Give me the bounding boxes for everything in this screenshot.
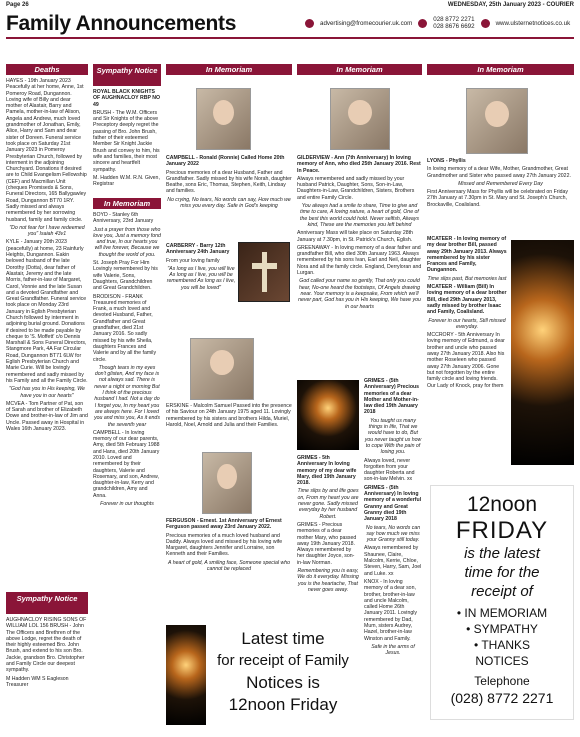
web-icon — [481, 19, 490, 28]
section-im-2: In Memoriam — [297, 64, 422, 75]
notice-gilderview-verse: You always had a smile to share, Time to give and time to care, A loving nature, a heart of gold, One of the best this world could hold. Never selfish, Always kind, These are the memories you left behind — [300, 203, 419, 228]
notice-brodison-verse: Though tears in my eyes don't glisten, And my face is not always sad. There is never a night or morning But I think of the precious husband I had. Not a day do I forget you, In my heart you are always here. For I loved you and miss you, As it ends the seventh year — [94, 364, 160, 428]
notice-boyd-end: St. Joseph Pray For Him Lovingly remembered by his wife Valerie, Sons, Daughters, Grandchildren and Great Grandchildren. — [93, 260, 158, 292]
notice-mccrory: MCCRORY - 5th Anniversary In loving memory of Edmund, a dear brother and uncle who passed away 27th January 2018. Also his mother Roseleen who passed away 27th January 2006. Gone but not forgotten by the entire family circle and loving friends. Our Lady of Knock, pray for them — [427, 332, 505, 389]
contact-strip — [305, 16, 570, 30]
candle-image-2 — [511, 240, 574, 465]
candle-image-1 — [297, 380, 359, 450]
photo-ferguson — [202, 452, 252, 514]
notice-gilderview: GILDERVIEW - Ann (7th Anniversary) In loving memory of Ann, who died 25th January 2016. Rest In Peace. — [297, 155, 421, 174]
notice-grimes-4-verse: No tears, No words can say how much we miss your Granny still today. — [365, 524, 421, 544]
notice-erskine: ERSKINE - Malcolm Samuel Passed into the presence of his Saviour on 24th January 1975 aged 11. Lovingly remembered by his sisters and brothers Hilda, Muriel, Harold, Noel, Arnold and Julia and their Families. — [166, 403, 292, 428]
notice-grimes-4: GRIMES - (5th Anniversary) In loving memory of a wonderful Granny and Great Granny died 19th January 2018 — [364, 484, 422, 523]
notice-campbell-r: CAMPBELL - Ronald (Ronnie) Called Home 20th January 2022 — [166, 155, 285, 168]
notice-campbell-verse: Forever in our thoughts — [100, 501, 154, 508]
website-link[interactable]: www.ulsternetnotices.co.uk — [495, 19, 571, 27]
notice-aughnacloy: AUGHNACLOY RISING SONS OF WILLIAM LOL 156 BRUSH - John The Officers and Brethren of the above Lodge, regret the death of their highly esteemed Bro. John Brush, and extend to his son Bro. Jackie, grandson Bro. Christopher and Family Circle our deepest sympathy. — [6, 617, 87, 674]
notice-lyons-block — [427, 158, 574, 233]
notice-grimes-block-1 — [297, 455, 359, 615]
notice-campbell-r-block — [166, 155, 292, 235]
deaths-column — [6, 78, 88, 588]
notice-mcateer-block — [427, 236, 507, 481]
ad-friday-item4: NOTICES — [475, 654, 529, 668]
notice-lyons-mass: First Anniversary Mass for Phyllis will be celebrated on Friday 27th January at 7.30pm in St. Mary and St. Joseph's Church, Brockaville, Coalisland. — [427, 189, 568, 208]
notice-ferguson: FERGUSON - Ernest. 1st Anniversary of Ernest Ferguson passed away 23rd January 2022. — [166, 518, 282, 531]
ad-friday-item1: • IN MEMORIAM — [456, 606, 548, 620]
notice-greenaway-verse: God called your name so gently, That only you could hear, No-one heard the footsteps, Of Angels drawing near. Your memory is a keepsake, From which we'll never part, God has you in His keeping, We have you in our hearts — [298, 278, 421, 310]
phone-number-1: 028 8772 2271 — [433, 16, 475, 23]
ad-friday-telephone: Telephone — [474, 674, 530, 688]
phone-number-2: 028 8676 6692 — [433, 23, 475, 30]
notice-brush: BRUSH - The W.M. Officers and Sir Knights of the above Preceptory deeply regret the passing of Bro. John Brush, father of their esteemed Member Sir Knight Jackie Brush and convey to him, his wife and families, their most sincere and heartfelt sympathy. — [93, 109, 160, 173]
ad-friday-line2: FRIDAY — [455, 517, 549, 544]
section-im-3: In Memoriam — [427, 64, 574, 75]
ad-friday-item2: • SYMPATHY — [466, 622, 538, 636]
notice-gilderview-mass: Anniversary Mass will take place on Saturday 28th January at 7.30pm, in St. Patrick's Church, Eglish. — [297, 230, 413, 243]
page-number: Page 26 — [6, 2, 29, 8]
ad-latest-line1: Latest time — [241, 629, 325, 648]
notice-campbell-r-text: Precious memories of a dear Husband, Father and Grandfather. Sadly missed by his wife Norah, daughter Beathe, sons Eric, Thomas, Stephen, Keith, Lindsay and families. — [166, 169, 292, 195]
title-rule — [6, 37, 574, 39]
candle-image-3 — [166, 625, 206, 725]
section-im-1: In Memoriam — [166, 64, 292, 75]
notice-carberry-verse: "As long as I live, you will live As long as I live, you will be remembered As long as I live, you will be loved" — [166, 265, 236, 291]
phone-numbers — [433, 16, 474, 30]
section-sympathy-1: Sympathy Notice — [93, 64, 161, 86]
notice-aughnacloy-sign: M Hadden WM S Eagleson Treasurer — [6, 675, 69, 688]
photo-gilderview — [330, 88, 390, 150]
bible-image — [238, 242, 290, 302]
notice-kyle: KYLE - January 20th 2023 (peacefully) at home, 23 Rainfurly Heights, Dungannon. Eakin beloved husband of the late Dorothy (Dotta), dear father of Alastair, Jeremy and the late Morris, father-in-law of Margaret, Carol, Vonnie and the late Susan and a devoted Grandfather and Great Grandfather. Funeral service took place on Monday 23rd January in Eglish Presbyterian Church followed by interment in adjoining burial ground. Donations if desired to be made payable by cheque to 'S. Moffett' c/o Dennis Marshall & Sons Funeral Directors, Stangmore Park, 4A Far Circular Road, Dungannon BT71 6LW for Eglish Presbyterian Church and Marie Curie. Will be lovingly remembered and sadly missed by his Family and all the Family Circle. — [6, 239, 88, 384]
notice-boyd-verse: Just a prayer from those who love you, Just a memory fond and true, In our hearts you will live forever, Because we thought the world of you. — [93, 226, 161, 258]
notice-mcateer-2-verse: Forever in our hearts, Still missed everyday. — [428, 317, 506, 330]
photo-lyons — [466, 88, 528, 154]
notice-carberry-block — [166, 243, 236, 333]
notice-hayes-verse: "Do not fear for I have redeemed you" Isaiah 43v1 — [9, 224, 85, 238]
notice-hayes: HAYES - 19th January 2023 Peacefully at her home, Anne, 1st Pomeroy Road, Dungannon. Loving wife of Billy and dear mother of Alastair, Barry and Pamela, mother-in-law of Alison, Angela and Andrew, much loved grandmother of Jonathan, Emily, Alice, Harry and Sam and dear sister of Doreen. Funeral service took place on Saturday 21st January 2023 in Pomeroy Presbyterian Church, followed by interment in the adjoining Churchyard. Donations if desired are to Child Evangelism Fellowship (CEF) and Macmillan Unit (cheques Promiseds & Sons, Funeral Directors, 165 Ballygawley Road, Dungannon BT70 1RY. Sadly missed and always remembered by her sorrowing husband, family and family circle. — [6, 78, 87, 223]
sympathy-column-1 — [93, 89, 161, 192]
notice-grimes-3-verse: You taught us many things in life, That we would have to do, But you never taught us how to cope With the pain of losing you. — [364, 417, 422, 456]
section-deaths: Deaths — [6, 64, 88, 75]
notice-campbell-r-verse: No crying, No tears, No words can say, How much we miss you every day. Safe in God's keeping — [167, 196, 291, 210]
notice-gilderview-block — [297, 155, 422, 355]
ad-friday-line5: receipt of — [471, 583, 533, 600]
notice-grimes-2-verse: Remembering you is easy, We do it everyday. Missing you is the heartache, That never goes away. — [297, 568, 359, 593]
notice-grimes-4-end: Always remembered by Shaunee, Claire, Malcolm, Kerrie, Chloe, Steven, Harry, Sam, Joel and Luke. xx — [364, 545, 422, 577]
notice-mcateer-1: MCATEER - In loving memory of my dear brother Bill, passed away 29th January 2013. Always remembered by his sister Frances and Family, Dungannon. — [427, 236, 507, 274]
notice-ferguson-verse: A heart of gold, A smiling face, Someone special who cannot be replaced — [168, 559, 290, 573]
notice-greenaway: GREENAWAY - In loving memory of a dear father and grandfather Bill, who died 30th January 1963. Always remembered by his sons Ivan, Earl and Neil, daughter Nora and all the family circle. England, Derryloran and Lurgan. — [297, 244, 422, 277]
notice-mcvea: MCVEA - Tom Partner of Pat, son of Sarah and brother of Elizabeth Dowe and brother-in-law of Jim and Uncle. Passed away in Hospital in Wales 16th January 2023. — [6, 400, 88, 433]
notice-mcateer-2: MCATEER - William (Bill) In loving memory of a dear brother Bill, died 29th January 2013, sadly missed by brother Isaac and Family, Coalisland. — [427, 284, 507, 316]
email-icon — [305, 19, 314, 28]
ad-latest-line4: 12noon Friday — [228, 695, 338, 714]
notice-campbell-parents: CAMPBELL - In loving memory of our dear parents, Amy, died 5th February 1988 and Hans, died 20th January 2010. Loved and remembered by their daughters, Valerie and Rosemary, and son, Andrew, daughter-in-law, Kerry and grandchildren, Amy and Anna. — [93, 429, 160, 499]
notice-mcateer-1-verse: Time slips past, But memories last — [427, 275, 507, 282]
notice-brodison: BRODISON - FRANK Treasured memories of Frank, a much loved and devoted Husband, Father, Grandfather and Great grandfather, died 21st January 2016. So sadly missed by his wife Sheila, daughters Frances and Valerie and by all the family circle. — [93, 293, 157, 363]
ad-friday-deadline — [430, 485, 574, 720]
photo-erskine — [190, 338, 254, 400]
section-sympathy-2: Sympathy Notice — [6, 592, 88, 614]
issue-date: WEDNESDAY, 25th January 2023 - COURIER — [447, 2, 574, 8]
photo-campbell — [196, 88, 251, 150]
notice-lyons: LYONS - Phyllis — [427, 158, 466, 164]
notice-royal-heading: ROYAL BLACK KNIGHTS OF AUGHNACLOY RBP NO 49 — [93, 89, 161, 108]
notice-ferguson-block — [166, 518, 292, 613]
sympathy-column-2 — [6, 617, 88, 735]
ad-friday-item3: • THANKS — [474, 638, 530, 652]
notice-grimes-3-end: Always loved, never forgotten from your daughter Roberta and son-in-law Melvin. xx — [364, 457, 415, 483]
notice-knox: KNOX - In loving memory of a dear son, brother, brother-in-law and uncle Malcolm, called Home 26th January 2011. Lovingly remembered by Dad, Mum, sisters Audrey, Hazel, brother-in-law Winston and Family. — [364, 578, 417, 642]
ad-friday-line3: is the latest — [464, 545, 540, 562]
notice-lyons-text: In loving memory of a dear Wife, Mother, Grandmother, Great Grandmother and Sister who passed away 27th January 2022. — [427, 166, 571, 179]
notice-carberry-text: From your loving family — [166, 257, 220, 264]
notice-kyle-verse: "God has you in His keeping, We have you in our hearts" — [9, 386, 85, 399]
ad-friday-line1: 12noon — [466, 493, 538, 516]
notice-brush-sign: M. Hadden W.M. R.N. Given, Registrar — [93, 174, 160, 188]
notice-grimes-block-2 — [364, 378, 422, 713]
ad-friday-line4: time for the — [464, 564, 540, 581]
email-link[interactable]: advertising@fromecourier.uk.com — [320, 19, 413, 27]
im-column-2 — [93, 212, 161, 734]
ad-latest-line3: Notices is — [246, 673, 320, 692]
notice-knox-verse: Safe in the arms of Jesus. — [371, 643, 415, 657]
notice-lyons-verse: Missed and Remembered Every Day — [458, 180, 543, 187]
notice-gilderview-text: Always remembered and sadly missed by your husband Patrick, Daughter, Sons, Son-in-Law, Daughters-in-Law, Grandchildren, Sisters, Brothers and entire Family Circle. — [297, 175, 415, 201]
notice-grimes-1: GRIMES - 5th Anniversary In loving memory of my dear wife Mary, died 19th January 2018. — [297, 455, 357, 487]
notice-grimes-1-verse: Time slips by and life goes on, From my heart you are never gone. Sadly missed everyday by her husband Robert. — [297, 488, 359, 520]
section-im-small: In Memoriam — [93, 198, 161, 209]
notice-erskine-block — [166, 403, 292, 448]
notice-grimes-3: GRIMES - (5th Anniversary) Precious memories of a dear Mother and Mother-in-law died 19th January 2018 — [364, 378, 420, 416]
phone-icon — [418, 19, 427, 28]
notice-carberry: CARBERRY - Barry 12th Anniversary 24th January — [166, 243, 230, 256]
notice-grimes-2: GRIMES - Precious memories of a dear mother Mary, who passed away 19th January 2018. Always remembered by her daughter Joyce, son-in-law Norman. — [297, 521, 357, 566]
ad-latest-line2: for receipt of Family — [217, 652, 349, 669]
ad-latest-time — [208, 628, 358, 723]
page-header — [6, 2, 574, 12]
notice-ferguson-text: Precious memories of a much loved husband and Daddy. Always loved and missed by his loving wife Margaret, daughters Jennifer and Lorraine, son Kenneth and their Families. — [166, 532, 283, 558]
notice-boyd: BOYD - Stanley 6th Anniversary, 23rd January — [93, 212, 154, 225]
ad-friday-phone: (028) 8772 2271 — [450, 690, 554, 706]
page-title: Family Announcements — [6, 12, 237, 35]
